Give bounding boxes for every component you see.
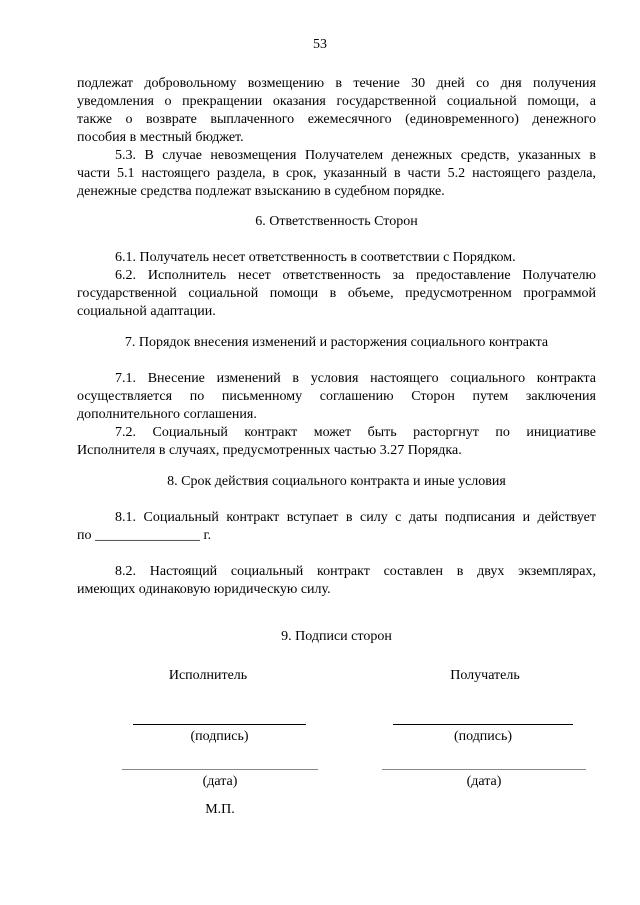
recipient-signature-line [393, 724, 573, 725]
executor-date-line [122, 769, 318, 770]
text-line: государственной социальной помощи в объеме, предусмотренном программой [77, 286, 596, 301]
text-line: 8.1. Социальный контракт вступает в силу с даты подписания и действует [115, 510, 596, 525]
section-7-title: 7. Порядок внесения изменений и расторжения социального контракта [124, 335, 549, 350]
text-line: пособия в местный бюджет. [77, 130, 244, 145]
text-line: уведомления о прекращении оказания государственной социальной помощи, а [77, 94, 596, 109]
text-line: части 5.1 настоящего раздела, в срок, указанный в части 5.2 настоящего раздела, [77, 166, 596, 181]
section-9-title: 9. Подписи сторон [281, 629, 392, 644]
recipient-date-caption: (дата) [466, 774, 502, 789]
text-line: 5.3. В случае невозмещения Получателем денежных средств, указанных в [115, 148, 596, 163]
stamp-placeholder: М.П. [205, 802, 235, 817]
paragraph-continuation [77, 75, 596, 147]
paragraph-5-3 [77, 147, 596, 201]
section-8-p1 [77, 509, 596, 545]
text-line: имеющих одинаковую юридическую силу. [77, 582, 331, 597]
text-line: осуществляется по письменному соглашению Сторон путем заключения [77, 389, 596, 404]
executor-signature-caption: (подпись) [190, 729, 249, 744]
text-line: по _______________ г. [77, 528, 212, 543]
executor-signature-line [133, 724, 306, 725]
text-line: дополнительного соглашения. [77, 407, 257, 422]
section-8-p2 [77, 563, 596, 599]
text-line: Исполнителя в случаях, предусмотренных частью 3.27 Порядка. [77, 443, 462, 458]
text-line: 7.2. Социальный контракт может быть расторгнут по инициативе [115, 425, 596, 440]
recipient-date-line [382, 769, 586, 770]
text-line: подлежат добровольному возмещению в течение 30 дней со дня получения [77, 76, 596, 91]
text-line: 7.1. Внесение изменений в условия настоящего социального контракта [115, 371, 596, 386]
recipient-label: Получатель [450, 668, 520, 683]
text-line: 6.2. Исполнитель несет ответственность за предоставление Получателю [115, 268, 596, 283]
section-6-body [77, 249, 596, 321]
text-line: социальной адаптации. [77, 304, 216, 319]
text-line: 8.2. Настоящий социальный контракт составлен в двух экземплярах, [115, 564, 596, 579]
recipient-signature-caption: (подпись) [453, 729, 513, 744]
section-8-title: 8. Срок действия социального контракта и иные условия [167, 474, 506, 489]
executor-label: Исполнитель [168, 668, 248, 683]
paragraph-6-1: 6.1. Получатель несет ответственность в соответствии с Порядком. [115, 250, 516, 265]
text-line: денежные средства подлежат взысканию в судебном порядке. [77, 184, 445, 199]
page-number: 53 [313, 37, 327, 52]
text-line: также о возврате выплаченного ежемесячного (единовременного) денежного [77, 112, 596, 127]
section-6-title: 6. Ответственность Сторон [255, 214, 418, 229]
section-7-body [77, 370, 596, 460]
executor-date-caption: (дата) [202, 774, 238, 789]
